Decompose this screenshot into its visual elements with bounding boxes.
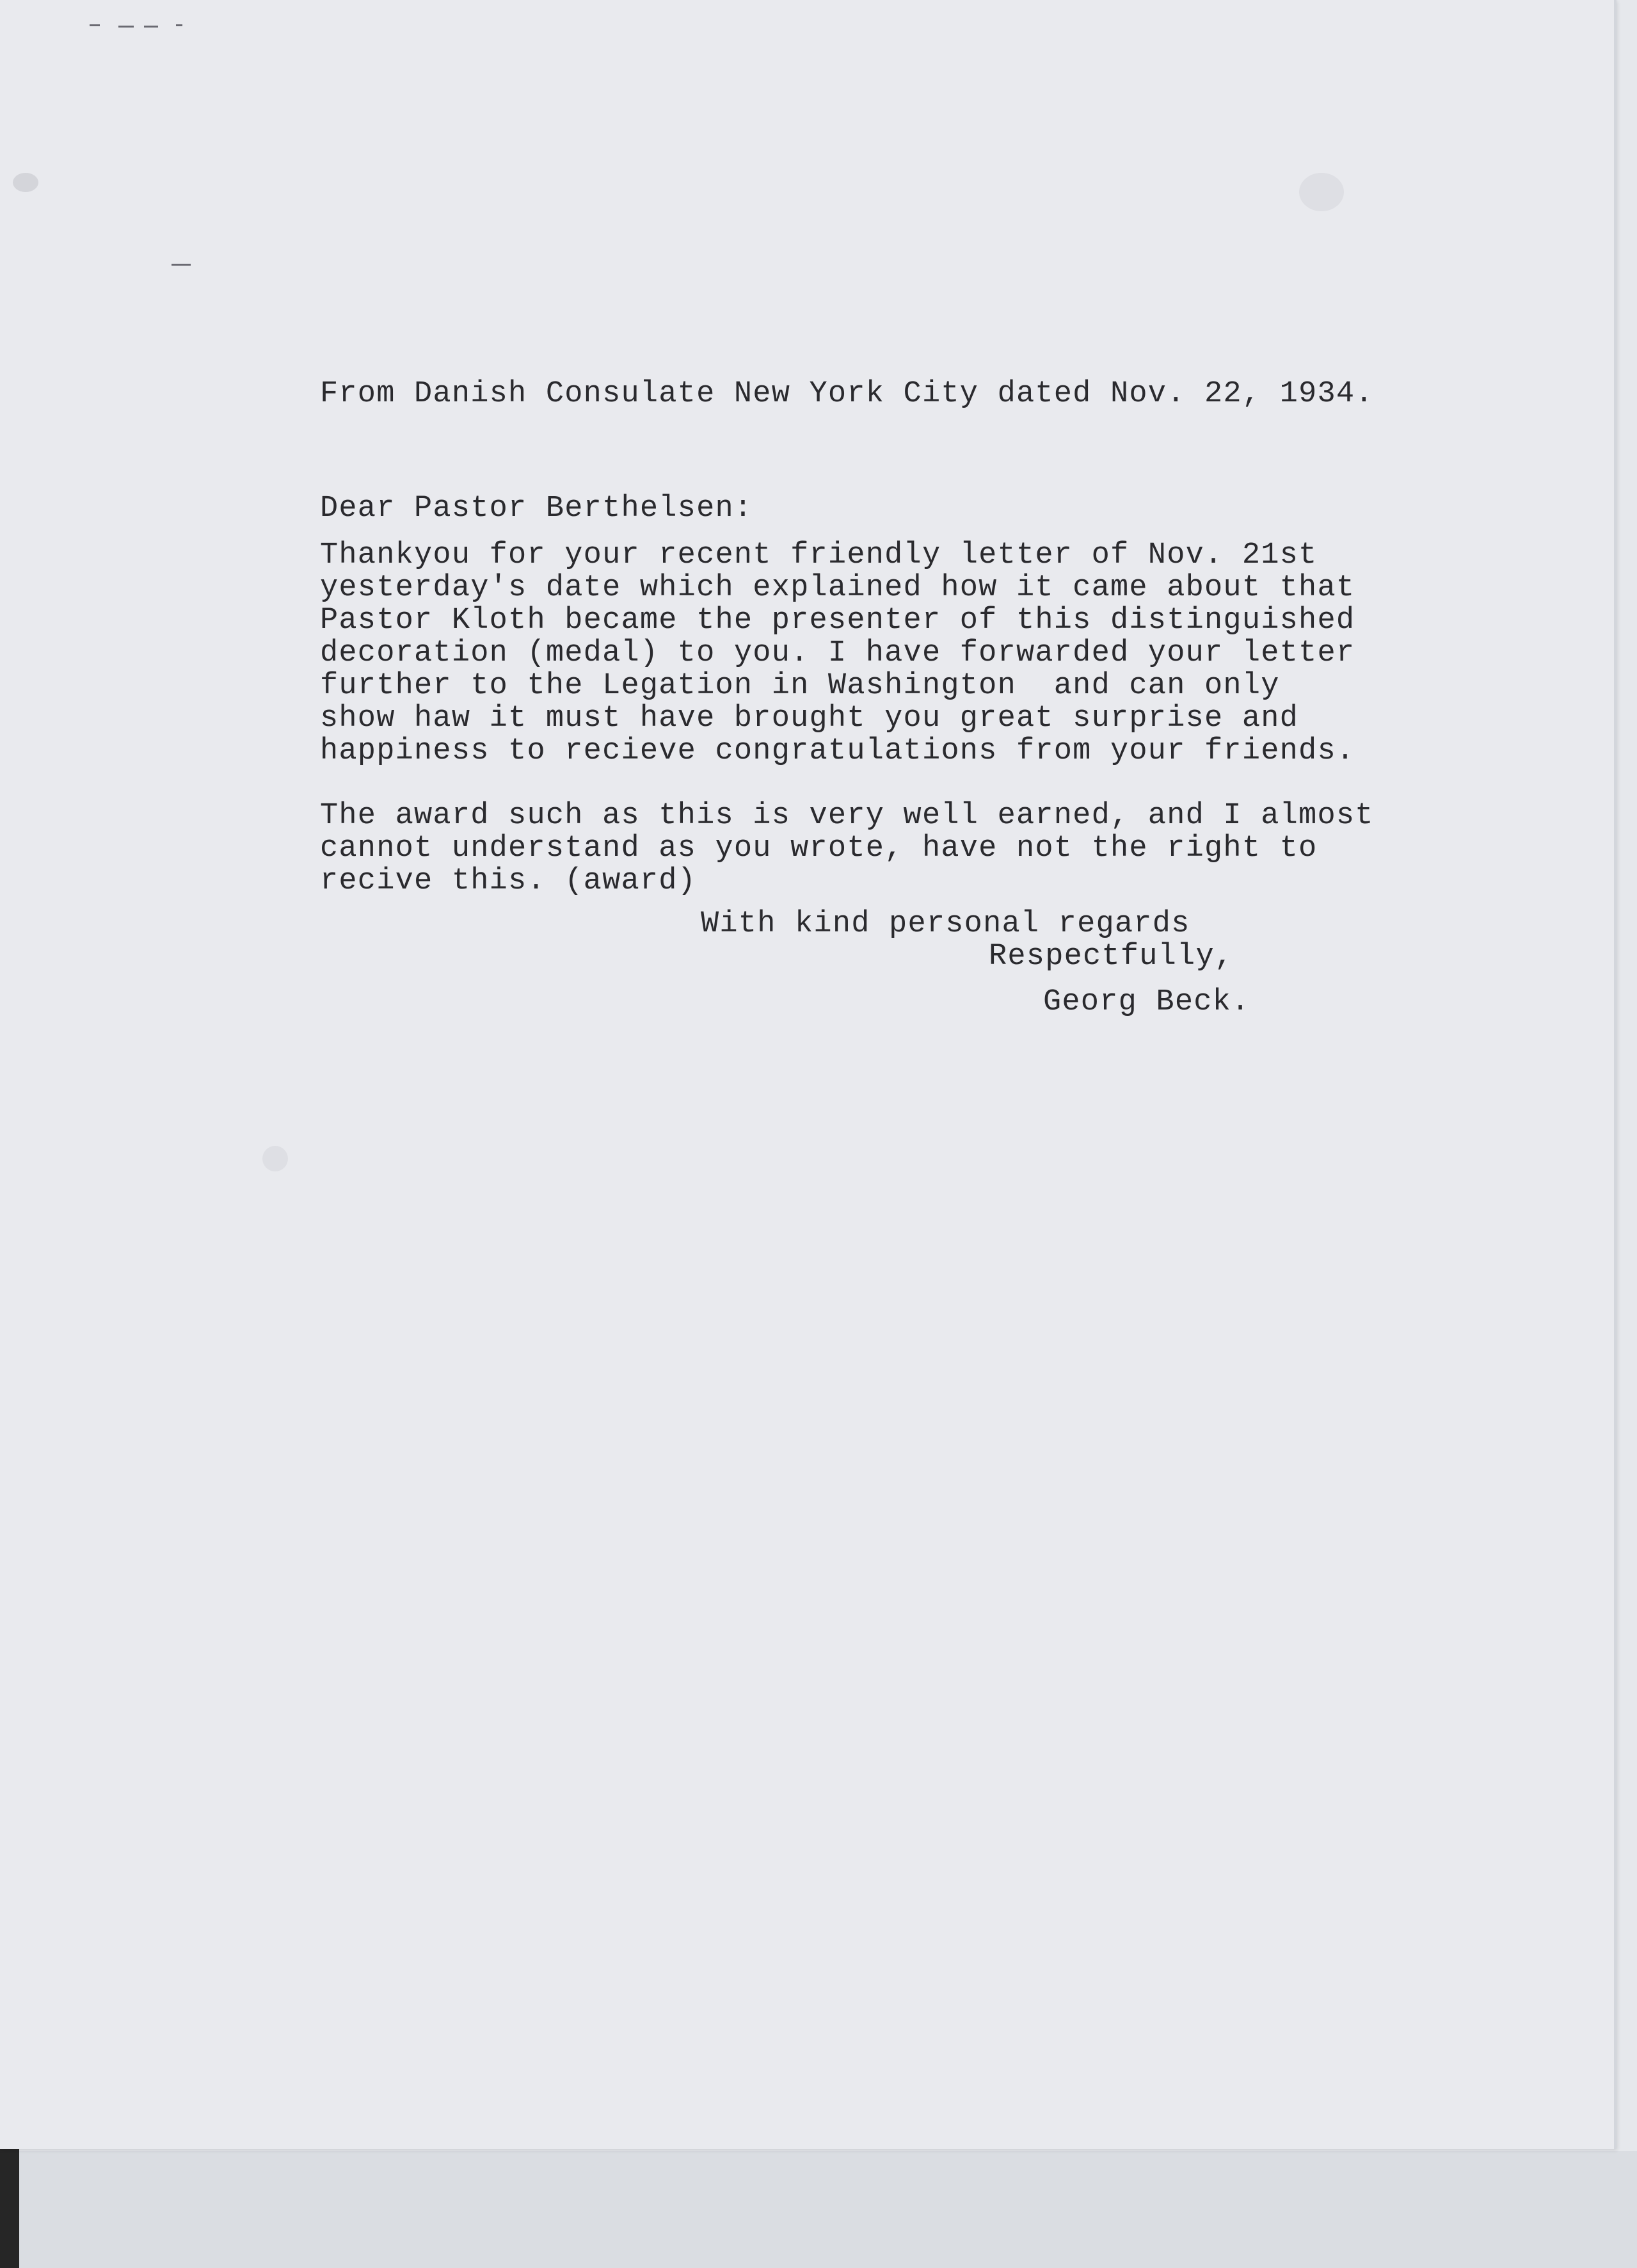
scanner-edge (0, 2148, 19, 2268)
paragraph-line: Thankyou for your recent friendly letter of Nov. 21st (320, 538, 1318, 572)
paragraph-gap (320, 768, 1536, 800)
letter-body (320, 378, 1536, 1036)
scan-speck (90, 24, 100, 26)
paragraph-line: cannot understand as you wrote, have not the right to (320, 832, 1318, 865)
paragraph-line: happiness to recieve congratulations from your friends. (320, 734, 1355, 768)
paragraph-2 (320, 800, 1536, 897)
paragraph-line: show haw it must have brought you great surprise and (320, 702, 1299, 736)
scanner-bed-strip (0, 2151, 1637, 2268)
paragraph-line: yesterday's date which explained how it came about that (320, 571, 1355, 605)
closing-phrase: With kind personal regards (701, 907, 1190, 941)
scan-speck (172, 264, 191, 266)
scan-speck (176, 24, 182, 26)
scan-smudge (1299, 173, 1344, 211)
salutation: Dear Pastor Berthelsen: (320, 492, 753, 526)
paragraph-1 (320, 539, 1536, 768)
paper-edge (1614, 0, 1617, 2149)
paragraph-line: decoration (medal) to you. I have forwarded your letter (320, 636, 1355, 670)
scan-smudge (262, 1146, 288, 1171)
paragraph-line: The award such as this is very well earned, and I almost (320, 799, 1374, 833)
scan-smudge (13, 173, 38, 192)
signature: Georg Beck. (1043, 985, 1250, 1019)
closing-block (320, 908, 1536, 1036)
paragraph-line: Pastor Kloth became the presenter of this distinguished (320, 604, 1355, 638)
scan-speck (118, 26, 134, 28)
paragraph-line: further to the Legation in Washington and can only (320, 669, 1280, 703)
scan-speck (144, 26, 158, 28)
valediction: Respectfully, (989, 940, 1234, 974)
letter-heading: From Danish Consulate New York City dated Nov. 22, 1934. (320, 377, 1374, 411)
paragraph-line: recive this. (award) (320, 864, 697, 898)
